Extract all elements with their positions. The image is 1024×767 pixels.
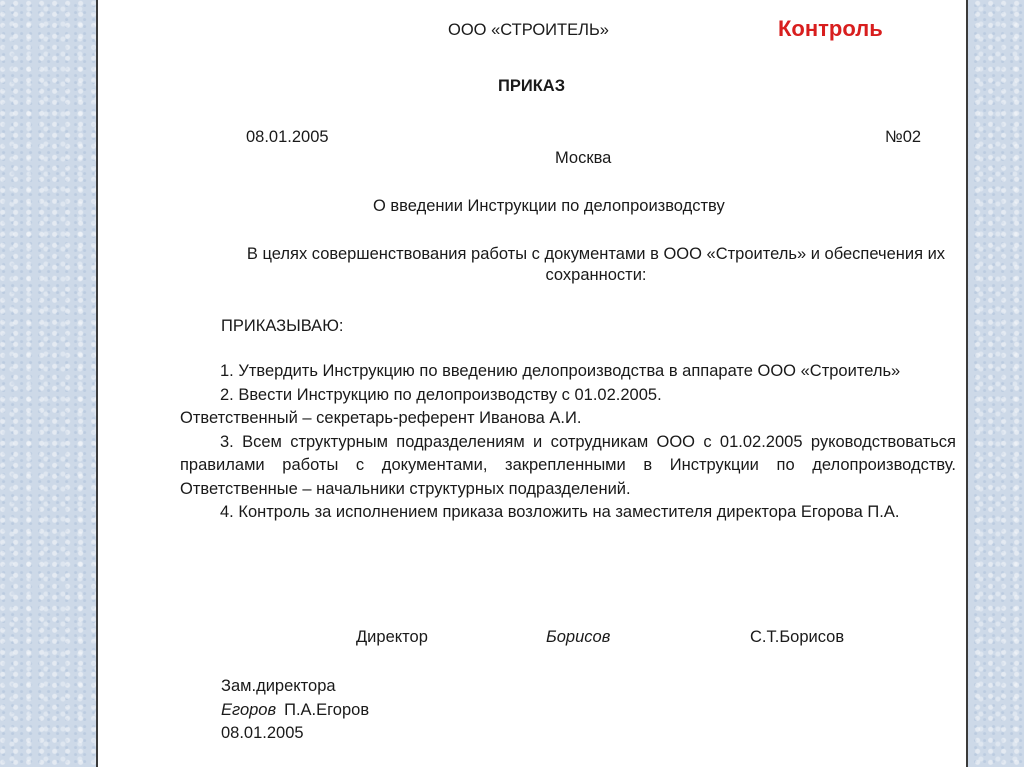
order-items [180,360,956,525]
order-word: ПРИКАЗЫВАЮ: [221,317,344,335]
visa-signature [221,700,369,720]
document-subject: О введении Инструкции по делопроизводству [373,197,725,215]
visa-handwritten: Егоров [221,701,277,719]
visa-date: 08.01.2005 [221,724,304,742]
visa-position: Зам.директора [221,677,336,695]
order-item-1: 1. Утвердить Инструкцию по введению делопроизводства в аппарате ООО «Строитель» [220,362,901,380]
document-city: Москва [555,149,612,167]
control-mark: Контроль [778,16,883,41]
organization-name: ООО «СТРОИТЕЛЬ» [448,21,609,39]
order-item-2-responsible: Ответственный – секретарь-референт Иванова А.И. [180,409,582,427]
document-number: №02 [885,128,922,146]
visa-name: П.А.Егоров [284,701,370,719]
document-title: ПРИКАЗ [498,77,566,95]
signature-handwritten: Борисов [546,628,611,646]
signature-name: С.Т.Борисов [750,628,845,646]
document-sheet [96,0,968,767]
signature-position: Директор [356,628,428,646]
order-item-3: 3. Всем структурным подразделениям и сотрудникам ООО с 01.02.2005 руководствоваться правилами работы с документами, закрепленными в Инструкции по делопроизводству. Ответственные – начальники структурных подразделений. [180,432,956,498]
document-preamble: В целях совершенствования работы с документами в ООО «Строитель» и обеспечения их сохранности: [246,245,946,284]
order-item-4: 4. Контроль за исполнением приказа возложить на заместителя директора Егорова П.А. [220,503,900,521]
order-item-2: 2. Ввести Инструкцию по делопроизводству с 01.02.2005. [220,385,662,404]
document-date: 08.01.2005 [246,128,329,146]
